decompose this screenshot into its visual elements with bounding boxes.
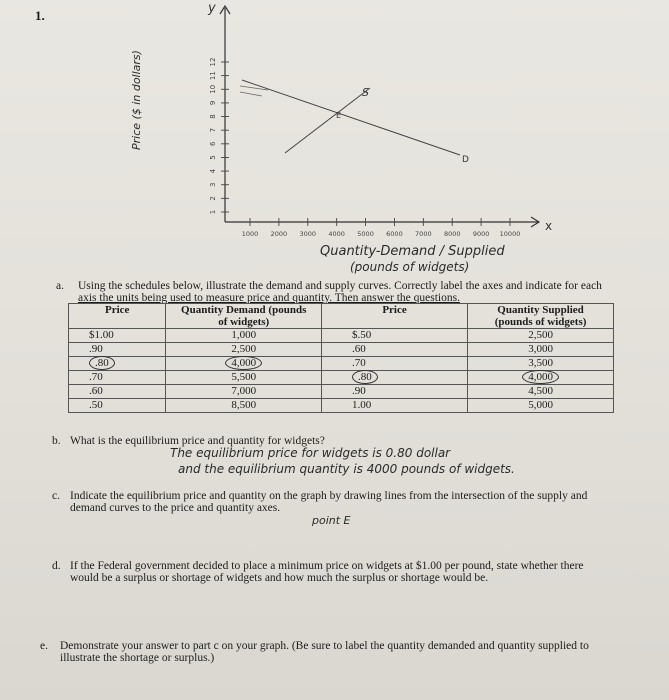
part-d-text-1: If the Federal government decided to place a minimum price on widgets at $1.00 per pound, state whether there bbox=[70, 560, 584, 572]
table-row bbox=[69, 371, 614, 385]
table-row bbox=[69, 357, 614, 371]
table-header-row bbox=[69, 304, 614, 329]
y-tick-label: 1 bbox=[209, 209, 217, 215]
question-number: 1. bbox=[35, 8, 45, 23]
x-axis-caption: Quantity-Demand / Supplied bbox=[320, 244, 505, 259]
quantity-supplied-cell-value: 3,000 bbox=[528, 343, 553, 355]
price-demand-cell-value: .80 bbox=[89, 356, 115, 370]
x-tick-label: 3000 bbox=[299, 230, 317, 238]
price-demand-cell-value: .70 bbox=[89, 371, 103, 383]
x-tick-label: 10000 bbox=[499, 230, 521, 238]
quantity-supplied-cell-value: 3,500 bbox=[528, 357, 553, 369]
part-a-letter: a. bbox=[56, 280, 64, 292]
y-tick-label: 8 bbox=[209, 114, 217, 119]
part-b-answer-1: The equilibrium price for widgets is 0.80 dollar bbox=[170, 446, 451, 460]
quantity-supplied-cell bbox=[468, 329, 614, 343]
y-tick-label: 5 bbox=[209, 155, 217, 160]
schedule-table bbox=[68, 303, 614, 413]
part-c-letter: c. bbox=[52, 490, 60, 502]
part-e-letter: e. bbox=[40, 640, 48, 652]
price-supply-cell-value: .70 bbox=[351, 357, 366, 369]
table-row bbox=[69, 343, 614, 357]
price-demand-cell bbox=[69, 357, 166, 371]
sketch-stroke bbox=[240, 92, 262, 96]
supply-curve bbox=[285, 88, 370, 153]
x-tick-label: 2000 bbox=[270, 230, 288, 238]
quantity-supplied-cell bbox=[468, 371, 614, 385]
supply-label: S bbox=[362, 86, 369, 99]
quantity-demand-cell-value: 8,500 bbox=[231, 399, 257, 411]
x-ticks bbox=[242, 218, 521, 238]
x-tick-label: 1000 bbox=[241, 230, 259, 238]
part-c-text-1: Indicate the equilibrium price and quantity on the graph by drawing lines from the intersection of the supply and bbox=[70, 490, 588, 502]
price-supply-cell-value: .60 bbox=[351, 343, 366, 355]
price-demand-cell bbox=[69, 343, 166, 357]
y-axis-letter: y bbox=[208, 1, 216, 16]
part-c-answer: point E bbox=[312, 514, 351, 527]
header-price-demand: Price bbox=[69, 304, 166, 329]
quantity-supplied-cell bbox=[468, 399, 614, 413]
header-price-supply: Price bbox=[321, 304, 467, 329]
equilibrium-label: E bbox=[336, 111, 342, 120]
price-demand-cell bbox=[69, 329, 166, 343]
y-tick-label: 6 bbox=[209, 141, 217, 147]
y-tick-label: 11 bbox=[209, 71, 217, 81]
part-b-question: What is the equilibrium price and quantity for widgets? bbox=[70, 435, 325, 447]
x-tick-label: 8000 bbox=[443, 230, 461, 238]
price-demand-cell bbox=[69, 399, 166, 413]
quantity-demand-cell bbox=[166, 371, 322, 385]
x-tick-label: 5000 bbox=[357, 230, 374, 238]
y-ticks bbox=[209, 58, 229, 215]
price-supply-cell-value: .90 bbox=[351, 385, 366, 397]
quantity-demand-cell bbox=[166, 385, 322, 399]
demand-label: D bbox=[462, 155, 469, 165]
price-supply-cell bbox=[321, 357, 467, 371]
y-tick-label: 9 bbox=[209, 100, 217, 106]
quantity-demand-cell-value: 2,500 bbox=[231, 343, 257, 355]
x-tick-label: 7000 bbox=[415, 230, 432, 238]
table-row bbox=[69, 329, 614, 343]
quantity-supplied-cell bbox=[468, 385, 614, 399]
price-supply-cell-value: 1.00 bbox=[351, 399, 372, 411]
quantity-demand-cell bbox=[166, 357, 322, 371]
y-tick-label: 7 bbox=[209, 127, 217, 133]
y-tick-label: 12 bbox=[209, 57, 217, 67]
table-row bbox=[69, 399, 614, 413]
quantity-demand-cell-value: 4,000 bbox=[225, 356, 262, 370]
price-supply-cell-value: $.50 bbox=[351, 329, 372, 341]
demand-curve bbox=[242, 80, 460, 155]
x-axis-caption-units: (pounds of widgets) bbox=[350, 260, 470, 274]
part-e-text-2: illustrate the shortage or surplus.) bbox=[60, 652, 215, 664]
price-supply-cell bbox=[321, 329, 467, 343]
y-tick-label: 3 bbox=[209, 182, 217, 187]
price-demand-cell-value: .60 bbox=[89, 385, 103, 397]
x-tick-label: 9000 bbox=[472, 230, 490, 238]
y-tick-label: 4 bbox=[209, 168, 217, 174]
header-quantity-supplied: Quantity Supplied (pounds of widgets) bbox=[468, 304, 614, 329]
part-e-text-1: Demonstrate your answer to part c on your graph. (Be sure to label the quantity demanded and quantity supplied to bbox=[60, 640, 589, 652]
price-demand-cell bbox=[69, 385, 166, 399]
quantity-demand-cell-value: 7,000 bbox=[231, 385, 257, 397]
x-axis-letter: x bbox=[545, 219, 553, 233]
price-supply-cell bbox=[321, 343, 467, 357]
quantity-demand-cell-value: 5,500 bbox=[231, 371, 257, 383]
quantity-supplied-cell-value: 4,500 bbox=[528, 385, 553, 397]
part-b-letter: b. bbox=[52, 435, 61, 447]
part-d-text-2: would be a surplus or shortage of widgets and how much the surplus or shortage would be. bbox=[70, 572, 489, 584]
price-demand-cell-value: .90 bbox=[89, 343, 103, 355]
quantity-demand-cell-value: 1,000 bbox=[231, 329, 257, 341]
part-c-text-2: demand curves to the price and quantity axes. bbox=[70, 502, 281, 514]
part-a-text-1: Using the schedules below, illustrate the demand and supply curves. Correctly label the axes and indicate for each bbox=[78, 280, 602, 292]
quantity-demand-cell bbox=[166, 329, 322, 343]
quantity-demand-cell bbox=[166, 343, 322, 357]
quantity-demand-cell bbox=[166, 399, 322, 413]
y-tick-label: 10 bbox=[209, 84, 217, 94]
part-a-text-2: axis the units being used to measure price and quantity. Then answer the questions. bbox=[78, 292, 460, 304]
quantity-supplied-cell-value: 4,000 bbox=[522, 370, 559, 384]
quantity-supplied-cell-value: 5,000 bbox=[528, 399, 553, 411]
part-b-answer-2: and the equilibrium quantity is 4000 pounds of widgets. bbox=[178, 462, 515, 476]
quantity-supplied-cell bbox=[468, 343, 614, 357]
price-demand-cell-value: .50 bbox=[89, 399, 103, 411]
price-demand-cell-value: $1.00 bbox=[89, 329, 114, 341]
quantity-supplied-cell bbox=[468, 357, 614, 371]
price-supply-cell-value: .80 bbox=[352, 370, 378, 384]
price-supply-cell bbox=[321, 399, 467, 413]
x-tick-label: 6000 bbox=[386, 230, 403, 238]
y-axis-label: Price ($ in dollars) bbox=[130, 50, 143, 150]
y-tick-label: 2 bbox=[209, 196, 217, 201]
price-demand-cell bbox=[69, 371, 166, 385]
price-supply-cell bbox=[321, 371, 467, 385]
quantity-supplied-cell-value: 2,500 bbox=[528, 329, 553, 341]
price-supply-cell bbox=[321, 385, 467, 399]
part-d-letter: d. bbox=[52, 560, 61, 572]
x-tick-label: 4000 bbox=[328, 230, 345, 238]
table-row bbox=[69, 385, 614, 399]
header-quantity-demand: Quantity Demand (pounds of widgets) bbox=[166, 304, 322, 329]
